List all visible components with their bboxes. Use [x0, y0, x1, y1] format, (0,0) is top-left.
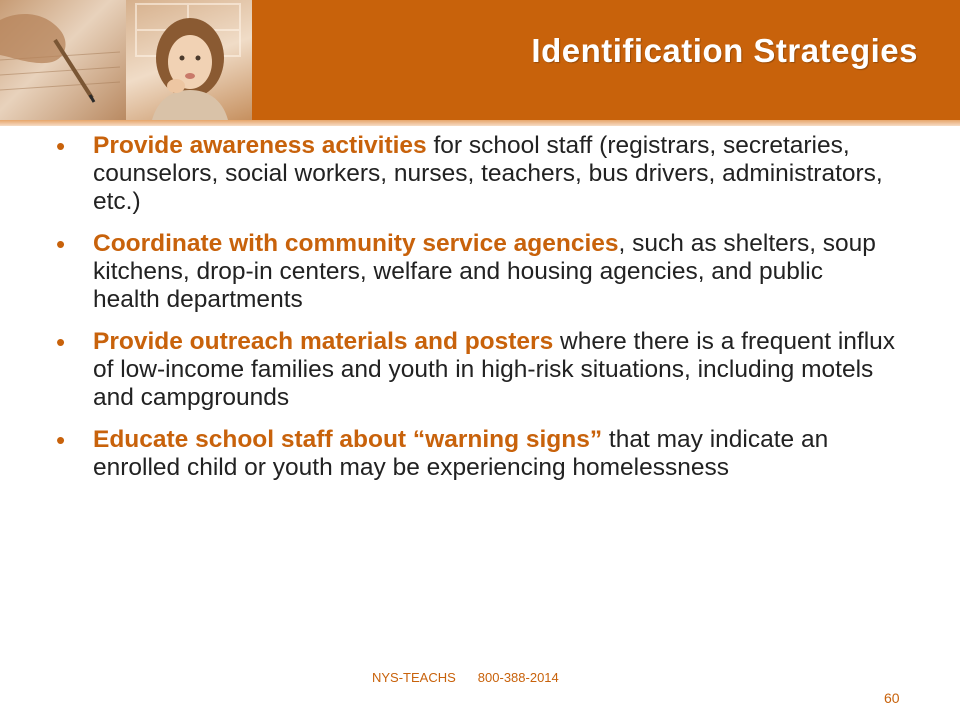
bullet-bold-text: Coordinate with community service agencies: [93, 230, 619, 257]
bullet-item: [56, 230, 896, 314]
footer-org: NYS-TEACHS: [372, 670, 456, 685]
page-number: 60: [884, 690, 900, 706]
bullet-list: [56, 132, 896, 496]
bullet-text: for school staff (registrars, secretaries, counselors, social workers, nurses, teachers, bus drivers, administrators, etc.): [93, 132, 883, 215]
bullet-bold-text: Provide awareness activities: [93, 132, 427, 159]
footer-phone: 800-388-2014: [477, 670, 559, 685]
bullet-item: [56, 426, 896, 482]
bullet-bold-text: Educate school staff about “warning signs”: [93, 426, 603, 453]
bullet-marker: •: [56, 327, 66, 357]
bullet-marker: •: [56, 131, 66, 161]
bullet-marker: •: [56, 425, 66, 455]
bullet-text: where there is a frequent influx of low-income families and youth in high-risk situations, including motels and campgrounds: [93, 328, 896, 411]
bullet-text: that may indicate an enrolled child or youth may be experiencing homelessness: [93, 426, 829, 481]
bullet-text: , such as shelters, soup kitchens, drop-in centers, welfare and housing agencies, and public health departments: [93, 230, 876, 313]
header-photo-strip: [0, 0, 252, 120]
bullet-marker: •: [56, 229, 66, 259]
bullet-bold-text: Provide outreach materials and posters: [93, 328, 554, 355]
header-divider: [0, 120, 960, 126]
footer: [372, 670, 559, 685]
slide-title: Identification Strategies: [531, 32, 918, 69]
bullet-item: [56, 328, 896, 412]
bullet-item: [56, 132, 896, 216]
header-photo-illustration: [0, 0, 252, 120]
